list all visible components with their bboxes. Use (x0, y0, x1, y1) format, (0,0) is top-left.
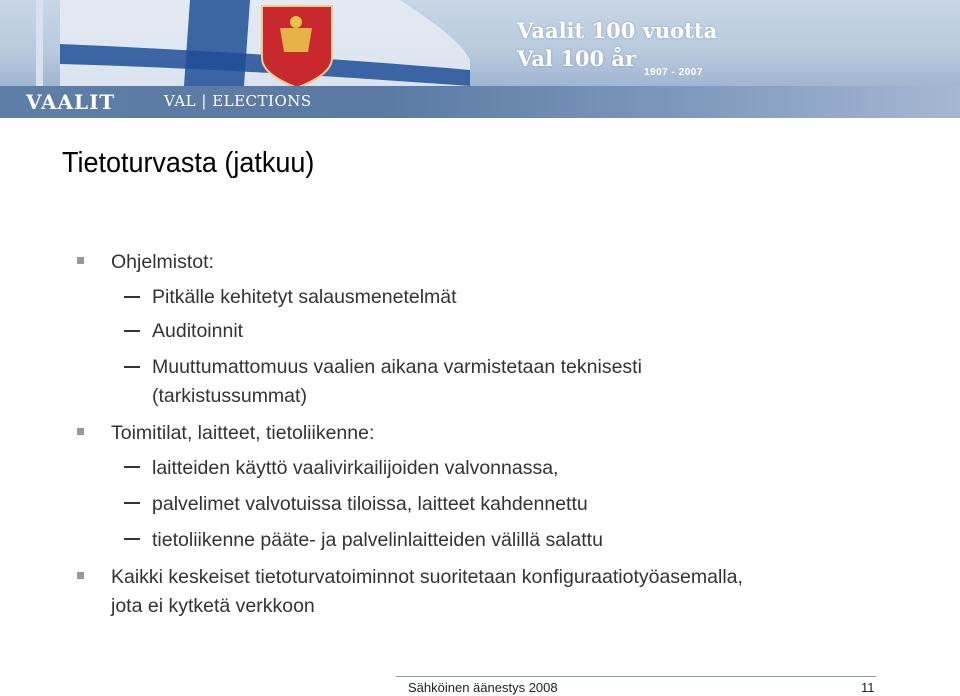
dash-bullet-icon (124, 296, 140, 298)
banner-years: 1907 - 2007 (644, 67, 703, 78)
header-banner (0, 0, 960, 118)
sub-bullet-text: Pitkälle kehitetyt salausmenetelmät (152, 286, 457, 308)
sub-bullet-text: palvelimet valvotuissa tiloissa, laitteet kahdennettu (152, 493, 588, 515)
sub-bullet-text: Muuttumattomuus vaalien aikana varmistetaan teknisesti (152, 356, 642, 378)
sub-bullet-text: laitteiden käyttö vaalivirkailijoiden valvonnassa, (152, 457, 559, 479)
bullet-text: Ohjelmistot: (111, 251, 214, 273)
sub-bullet-continuation: (tarkistussummat) (152, 385, 307, 407)
dash-bullet-icon (124, 366, 140, 368)
footer-text: Sähköinen äänestys 2008 (408, 680, 558, 695)
sub-bullet-text: tietoliikenne pääte- ja palvelinlaitteiden välillä salattu (152, 529, 603, 551)
vaalit-logo: VAALIT (26, 90, 116, 114)
sub-bullet-text: Auditoinnit (152, 320, 244, 342)
square-bullet-icon (77, 572, 84, 579)
banner-title-fi: Vaalit 100 vuotta (517, 18, 718, 43)
bullet-text: Toimitilat, laitteet, tietoliikenne: (111, 422, 375, 444)
banner-strip (0, 86, 960, 118)
footer-divider (396, 676, 876, 677)
banner-subtitle: VAL | ELECTIONS (164, 92, 312, 110)
banner-title-sv: Val 100 år (517, 46, 637, 71)
bullet-continuation: jota ei kytketä verkkoon (111, 595, 315, 617)
dash-bullet-icon (124, 330, 140, 332)
square-bullet-icon (77, 428, 84, 435)
dash-bullet-icon (124, 538, 140, 540)
bullet-text: Kaikki keskeiset tietoturvatoiminnot suoritetaan konfiguraatiotyöasemalla, (111, 566, 743, 588)
slide-title: Tietoturvasta (jatkuu) (62, 147, 315, 179)
dash-bullet-icon (124, 466, 140, 468)
square-bullet-icon (77, 257, 84, 264)
dash-bullet-icon (124, 502, 140, 504)
page-number: 11 (861, 680, 875, 695)
